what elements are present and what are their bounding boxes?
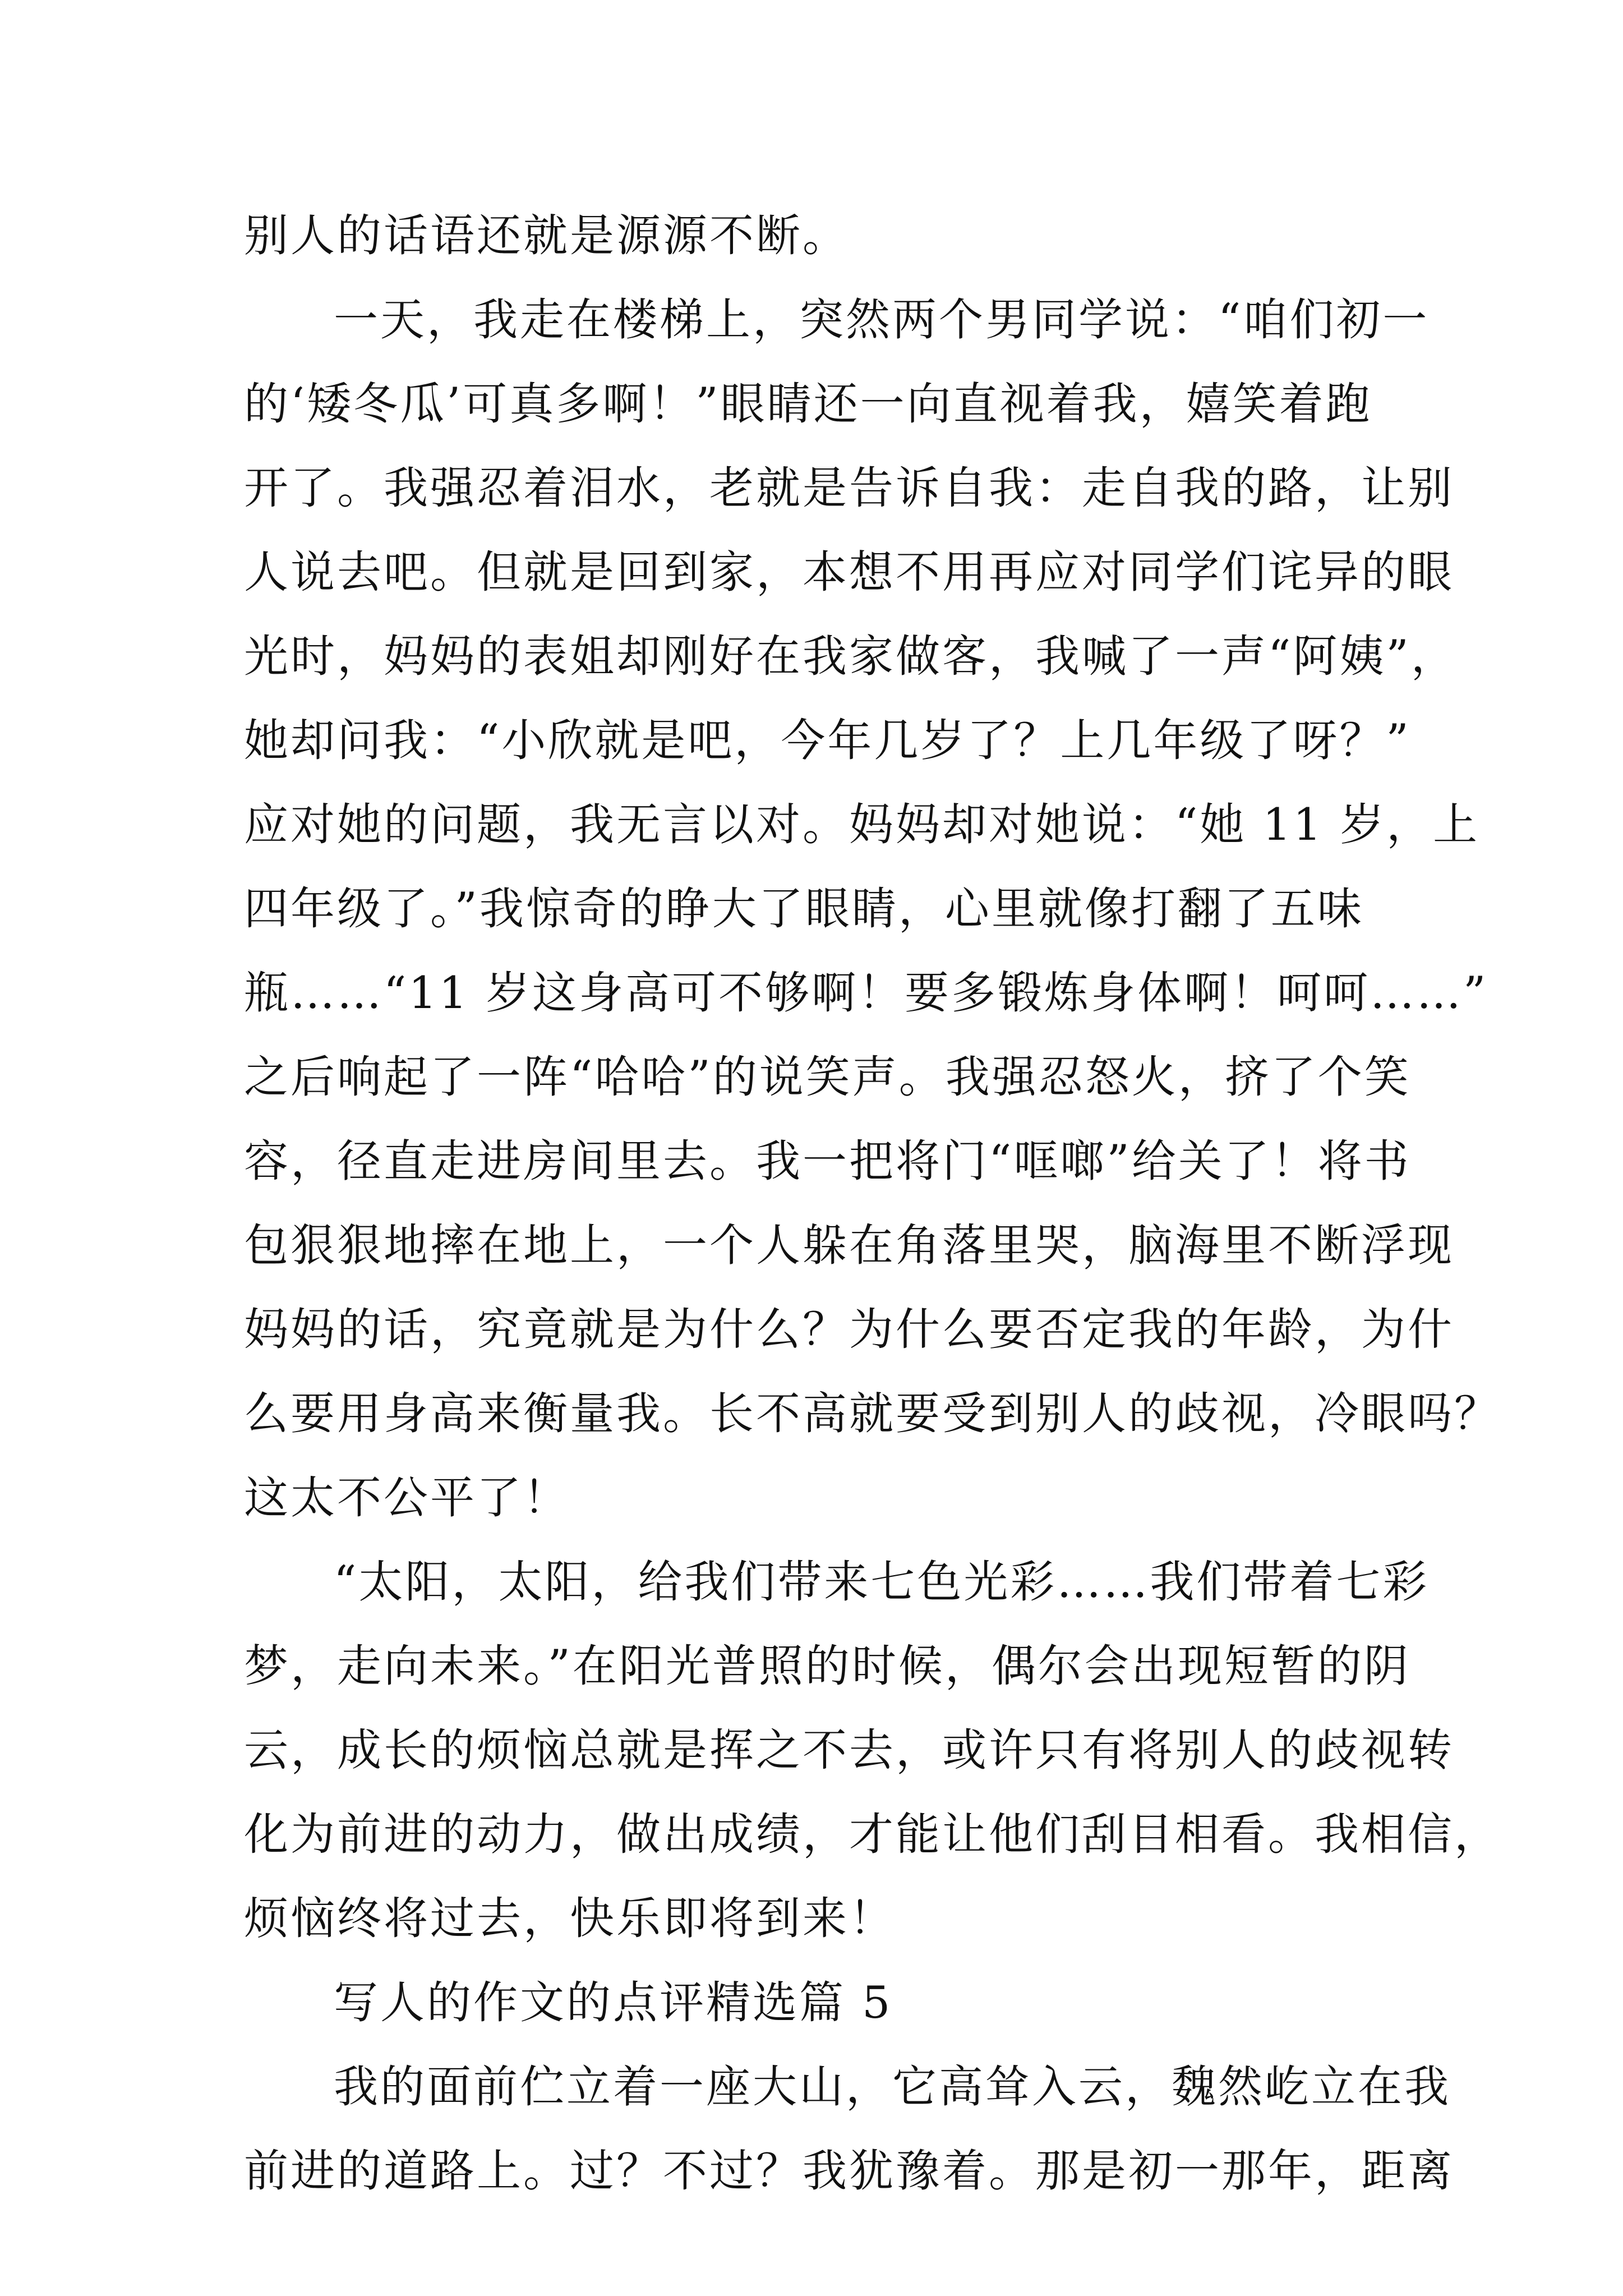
text-line: 之后响起了一阵“哈哈”的说笑声。我强忍怒火，挤了个笑 xyxy=(244,1051,1411,1103)
text-line: 么要用身高来衡量我。长不高就要受到别人的歧视，冷眼吗？ xyxy=(244,1388,1501,1439)
text-line: 梦，走向未来。”在阳光普照的时候，偶尔会出现短暂的阴 xyxy=(244,1640,1410,1692)
text-line: 光时，妈妈的表姐却刚好在我家做客，我喊了一声“阿姨”， xyxy=(244,631,1458,682)
text-line: 这太不公平了！ xyxy=(244,1472,570,1524)
paragraph-stairs-story xyxy=(244,278,1501,1540)
text-line: 人说去吧。但就是回到家，本想不用再应对同学们诧异的眼 xyxy=(244,546,1454,598)
section-heading xyxy=(244,1961,1377,2045)
text-line: 妈妈的话，究竟就是为什么？为什么要否定我的年龄，为什 xyxy=(244,1304,1454,1355)
text-line: 的‘矮冬瓜’可真多啊！”眼睛还一向直视着我，嬉笑着跑 xyxy=(244,378,1372,430)
text-line: 四年级了。”我惊奇的睁大了眼睛，心里就像打翻了五味 xyxy=(244,883,1364,935)
text-line: 应对她的问题，我无言以对。妈妈却对她说：“她 11 岁，上 xyxy=(244,799,1480,850)
text-line: 云，成长的烦恼总就是挥之不去，或许只有将别人的歧视转 xyxy=(244,1724,1454,1776)
text-line: 瓶……“11 岁这身高可不够啊！要多锻炼身体啊！呵呵……” xyxy=(244,967,1488,1019)
paragraph-mountain xyxy=(244,2045,1454,2213)
text-line: 别人的话语还就是源源不断。 xyxy=(244,210,849,261)
text-line: 一天，我走在楼梯上，突然两个男同学说：“咱们初一 xyxy=(334,294,1430,346)
paragraph-continuation xyxy=(244,194,1377,278)
text-line: 化为前进的动力，做出成绩，才能让他们刮目相看。我相信， xyxy=(244,1809,1501,1860)
text-line: 她却问我：“小欣就是吧，今年几岁了？上几年级了呀？” xyxy=(244,715,1411,766)
text-line: 开了。我强忍着泪水，老就是告诉自我：走自我的路，让别 xyxy=(244,462,1454,514)
text-line: 包狠狠地摔在地上，一个人躲在角落里哭，脑海里不断浮现 xyxy=(244,1220,1454,1271)
paragraph-sun-song xyxy=(244,1540,1501,1961)
document-body xyxy=(244,194,1501,2213)
section-title: 写人的作文的点评精选篇 5 xyxy=(334,1977,893,2028)
text-line: 前进的道路上。过？不过？我犹豫着。那是初一那年，距离 xyxy=(244,2145,1454,2197)
text-line: 容，径直走进房间里去。我一把将门“哐啷”给关了！将书 xyxy=(244,1135,1411,1187)
text-line: 我的面前伫立着一座大山，它高耸入云，魏然屹立在我 xyxy=(334,2061,1451,2113)
text-line: 烦恼终将过去，快乐即将到来！ xyxy=(244,1893,896,1944)
text-line: “太阳，太阳，给我们带来七色光彩……我们带着七彩 xyxy=(334,1556,1430,1608)
